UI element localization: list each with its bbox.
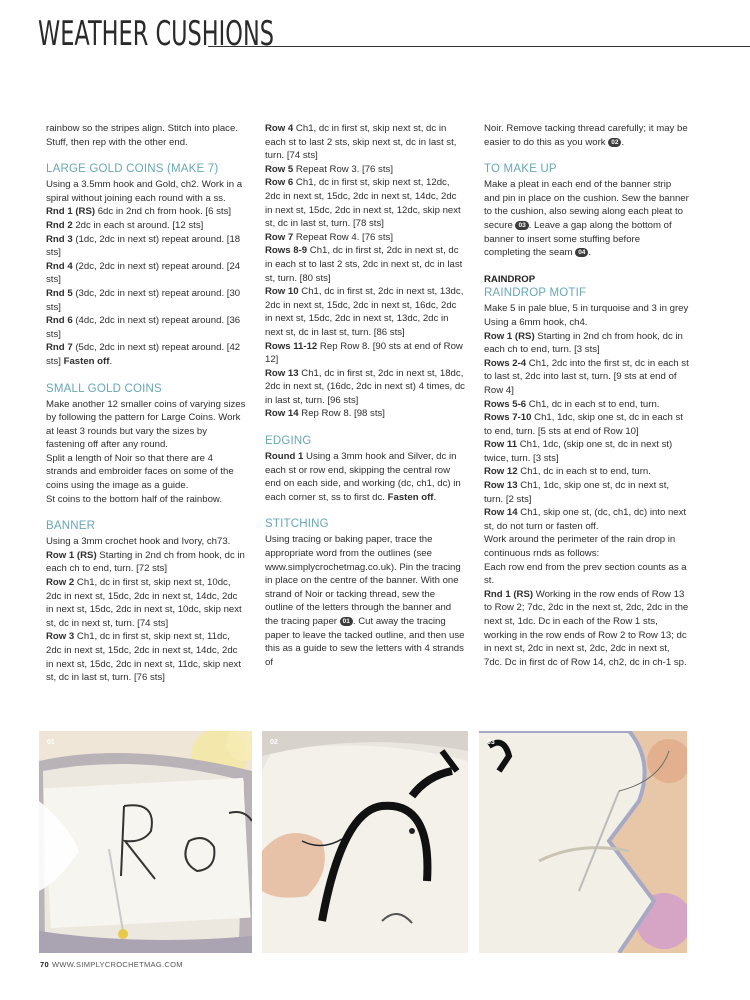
- banner-row-14: Row 14 Rep Row 8. [98 sts]: [265, 408, 385, 420]
- edging-round-1: Round 1 Using a 3mm hook and Silver, dc in each st or row end, skipping the central row end on each side, and working (dc, ch1, dc) in each corner st, ss to first dc. Fasten off.: [265, 451, 461, 503]
- raindrop-motif-heading: RAINDROP MOTIF: [484, 287, 587, 300]
- banner-row-6: Row 6 Ch1, dc in first st, skip next st, 12dc, 2dc in next st, 15dc, 2dc in next st, 14dc, 2dc in next st, 15dc, 2dc in next st, 12dc, skip next st, dc in last st, turn. [78 sts]: [265, 177, 461, 230]
- motif-intro-1: Make 5 in pale blue, 5 in turquoise and 3 in grey: [484, 303, 689, 315]
- banner-row-10: Row 10 Ch1, dc in first st, 2dc in next st, 13dc, 2dc in next st, 15dc, 2dc in next st, 16dc, 2dc in next st, 15dc, 2dc in next st, 13dc, 2dc in next st, dc in last st, turn. [86 sts]: [265, 286, 464, 338]
- step-badge-04: 04: [575, 248, 588, 257]
- photo-03-image: [479, 731, 687, 953]
- motif-row-14: Row 14 Ch1, skip one st, (dc, ch1, dc) into next st, do not turn or fasten off.: [484, 507, 687, 532]
- banner-row-13: Row 13 Ch1, dc in first st, 2dc in next st, 18dc, 2dc in next st, (16dc, 2dc in next st) 4 times, dc in last st, turn. [96 sts]: [265, 367, 465, 406]
- photo-01-image: [39, 731, 252, 953]
- photo-02-image: [262, 731, 468, 953]
- round-2: Rnd 2 2dc in each st around. [12 sts]: [46, 219, 204, 231]
- motif-row-1: Row 1 (RS) Starting in 2nd ch from hook, dc in each ch to end, turn. [3 sts]: [484, 330, 683, 356]
- stitching-heading: STITCHING: [265, 518, 329, 531]
- banner-row-5: Row 5 Repeat Row 3. [76 sts]: [265, 163, 393, 175]
- banner-row-4: Row 4 Ch1, dc in first st, skip next st, dc in each st to last 2 sts, skip next st, dc in last st, turn. [74 sts]: [265, 123, 457, 162]
- round-5: Rnd 5 (3dc, 2dc in next st) repeat around. [30 sts]: [46, 287, 241, 313]
- motif-row-12: Row 12 Ch1, dc in each st to end, turn.: [484, 466, 651, 478]
- column-3: [484, 122, 689, 669]
- banner-row-1: Row 1 (RS) Starting in 2nd ch from hook, dc in each ch to end, turn. [72 sts]: [46, 549, 245, 575]
- photo-step-02: [262, 731, 468, 953]
- motif-rows-5-6: Rows 5-6 Ch1, dc in each st to end, turn.: [484, 398, 660, 410]
- stitching-text: Using tracing or baking paper, trace the appropriate word from the outlines (see www.simplycrochetmag.co.uk). Pin the tracing in place on the centre of the banner. With one strand of Noir or tacking thread, sew the outline of the letters through the banner and the tracing paper 01 . Cut away the tracing paper to leave the tacked outline, and then use this as a guide to sew the letters with 4 strands of: [265, 534, 465, 668]
- step-badge-02: 02: [608, 138, 621, 147]
- photo-step-03: [479, 731, 687, 953]
- small-coins-text-3: St coins to the bottom half of the rainbow.: [46, 493, 222, 505]
- make-up-text: Make a pleat in each end of the banner strip and pin in place on the cushion. Sew the banner to the cushion, also sewing along each pleat to secure 03 . Leave a gap along the bottom of banner to insert some stuffing before completing the seam 04 .: [484, 179, 689, 259]
- banner-intro: Using a 3mm crochet hook and Ivory, ch73.: [46, 536, 231, 548]
- perimeter-text-2: Each row end from the prev section counts as a st.: [484, 561, 687, 587]
- banner-row-3: Row 3 Ch1, dc in first st, skip next st, 11dc, 2dc in next st, 15dc, 2dc in next st, 14dc, 2dc in next st, 15dc, 2dc in next st, 11dc, skip next st, dc in last st, turn. [76 sts]: [46, 631, 241, 684]
- footer-url[interactable]: WWW.SIMPLYCROCHETMAG.COM: [51, 960, 183, 969]
- edging-heading: EDGING: [265, 435, 312, 448]
- raindrop-heading: RAINDROP: [484, 273, 536, 285]
- small-coins-text-2: Split a length of Noir so that there are 4 strands and embroider faces on some of the coins using the image as a guide.: [46, 452, 234, 492]
- banner-row-7: Row 7 Repeat Row 4. [76 sts]: [265, 231, 393, 243]
- photo-step-01: [39, 731, 252, 953]
- small-coins-text-1: Make another 12 smaller coins of varying sizes by following the pattern for Large Coins. Work at least 3 rounds but vary the sizes by fastening off after any round.: [46, 398, 246, 451]
- motif-intro-2: Using a 6mm hook, ch4.: [484, 316, 588, 328]
- photo-02-number: 02: [270, 739, 278, 746]
- step-badge-01: 01: [340, 617, 353, 626]
- perimeter-text-1: Work around the perimeter of the rain drop in continuous rnds as follows:: [484, 534, 676, 560]
- round-1: Rnd 1 (RS) 6dc in 2nd ch from hook. [6 sts]: [46, 206, 232, 218]
- round-7: Rnd 7 (5dc, 2dc in next st) repeat around. [42 sts] Fasten off.: [46, 342, 241, 367]
- column-2: [265, 122, 465, 669]
- motif-rows-7-10: Rows 7-10 Ch1, 1dc, skip one st, dc in each st to end, turn. [5 sts at end of Row 10]: [484, 412, 683, 437]
- stitching-continued: Noir. Remove tacking thread carefully; it may be easier to do this as you work 02 .: [484, 123, 688, 148]
- page-header-title: WEATHER CUSHIONS: [38, 14, 274, 54]
- motif-rows-2-4: Rows 2-4 Ch1, 2dc into the first st, dc in each st to last st, 2dc into last st, turn. [9 sts at end of Row 4]: [484, 357, 689, 396]
- header-rule: [208, 46, 750, 47]
- banner-rows-8-9: Rows 8-9 Ch1, dc in first st, 2dc in next st, dc in each st to last 2 sts, 2dc in next st, dc in last st, turn. [80 sts]: [265, 245, 463, 284]
- round-6: Rnd 6 (4dc, 2dc in next st) repeat around. [36 sts]: [46, 315, 241, 340]
- page-footer: [40, 960, 183, 969]
- motif-row-11: Row 11 Ch1, 1dc, (skip one st, dc in next st) twice, turn. [3 sts]: [484, 439, 673, 464]
- intro-text: rainbow so the stripes align. Stitch into place. Stuff, then rep with the other end.: [46, 123, 238, 148]
- round-3: Rnd 3 (1dc, 2dc in next st) repeat around. [18 sts]: [46, 233, 241, 259]
- motif-row-13: Row 13 Ch1, 1dc, skip one st, dc in next st, turn. [2 sts]: [484, 480, 670, 505]
- page-number: 70: [40, 960, 49, 969]
- photo-03-number: 03: [487, 739, 495, 746]
- banner-heading: BANNER: [46, 520, 96, 533]
- column-1: [46, 122, 246, 685]
- step-badge-03: 03: [515, 221, 528, 230]
- make-up-heading: TO MAKE UP: [484, 163, 557, 176]
- photo-01-number: 01: [47, 739, 55, 746]
- banner-rows-11-12: Rows 11-12 Rep Row 8. [90 sts at end of Row 12]: [265, 340, 463, 366]
- perimeter-round-1: Rnd 1 (RS) Working in the row ends of Row 13 to Row 2; 7dc, 2dc in the next st, 2dc, 2dc in the next st, 1dc. Dc in each of the Row 1 sts, working in the row ends of Row 2 to Row 13; dc in next st, 2dc in next st, 2dc, 2dc in next st, 7dc. Dc in first dc of Row 14, ch2, dc in ch-1 sp.: [484, 588, 689, 668]
- small-coins-heading: SMALL GOLD COINS: [46, 382, 162, 395]
- large-coins-heading: LARGE GOLD COINS (MAKE 7): [46, 163, 219, 176]
- banner-row-2: Row 2 Ch1, dc in first st, skip next st, 10dc, 2dc in next st, 15dc, 2dc in next st, 14dc, 2dc in next st, 15dc, 2dc in next st, 10dc, skip next st, dc in next st, turn. [74 sts]: [46, 577, 242, 629]
- round-4: Rnd 4 (2dc, 2dc in next st) repeat around. [24 sts]: [46, 260, 241, 286]
- large-coins-intro: Using a 3.5mm hook and Gold, ch2. Work in a spiral without joining each round with a ss.: [46, 179, 243, 204]
